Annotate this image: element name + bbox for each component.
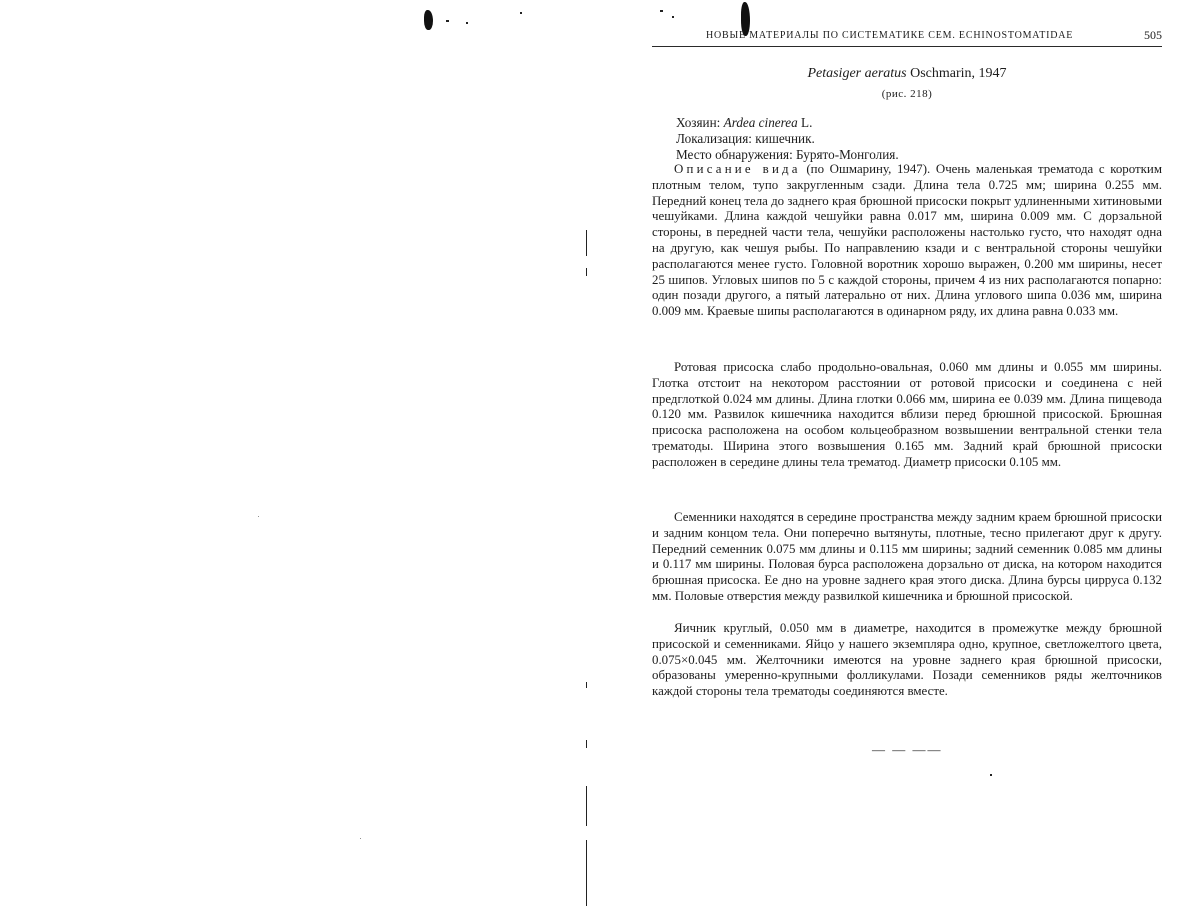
gutter-mark (586, 268, 587, 276)
host-species: Ardea cinerea (723, 115, 798, 130)
description-lead: Описание вида (674, 162, 801, 176)
gutter-mark (586, 740, 587, 748)
species-heading (652, 66, 1162, 82)
host-line (676, 115, 812, 131)
paragraph-suckers: Ротовая присоска слабо продольно-овальная, 0.060 мм длины и 0.055 мм ширины. Глотка отстоит на некотором расстоянии от ротовой присоски и соединена с ней предглоткой 0.024 мм длины. Длина глотки 0.066 мм, ширина ее 0.039 мм. Длина пищевода 0.120 мм. Развилок кишечника находится вблизи перед брюшной присоской. Брюшная присоска расположена на особом кольцеобразном возвышении вентральной стенки тела трематоды. Ширина этого возвышения 0.165 мм. Задний край брюшной присоски расположен в середине длины тела трематод. Диаметр присоски 0.105 мм. (652, 360, 1162, 469)
scan-speck (258, 516, 259, 517)
ovary-text (652, 621, 1162, 700)
scan-speck (446, 20, 449, 22)
testes-text (652, 510, 1162, 605)
description-body: (по Ошмарину, 1947). Очень маленькая трематода с коротким плотным телом, тупо закругленным сзади. Длина тела 0.725 мм; ширина 0.255 мм. Передний конец тела до заднего края брюшной присоски покрыт удлиненными хитиновыми чешуйками. Длина каждой чешуйки равна 0.017 мм, ширина 0.009 мм. С дорзальной стороны, в передней части тела, чешуйки расположены настолько густо, что находят одна на другую, как чешуя рыбы. По направлению кзади и с вентральной стороны чешуйки располагаются менее густо. Головной воротник хорошо выражен, 0.200 мм ширины, несет 25 шипов. Угловых шипов по 5 с каждой стороны, причем 4 из них располагаются попарно: один позади другого, а пятый латерально от них. Длина углового шипа 0.036 мм, ширина 0.009 мм. Краевые шипы располагаются в одинарном ряду, их длина равна 0.033 мм. (652, 162, 1162, 319)
page-number: 505 (1144, 28, 1162, 42)
species-authority: Oschmarin, 1947 (910, 66, 1007, 81)
host-author: L. (801, 115, 813, 130)
gutter-mark (586, 230, 587, 256)
figure-reference: (рис. 218) (881, 88, 933, 100)
scan-blot-left (424, 10, 433, 30)
scan-speck (660, 10, 663, 12)
gutter-mark (586, 786, 587, 826)
place-line: Место обнаружения: Бурято-Монголия. (676, 147, 899, 162)
scan-speck (466, 22, 468, 24)
gutter-mark (586, 840, 587, 906)
scan-speck (520, 12, 522, 14)
running-header (652, 26, 1162, 47)
scan-speck (990, 774, 992, 776)
paragraph-ovary: Яичник круглый, 0.050 мм в диаметре, находится в промежутке между брюшной присоской и семенниками. Яйцо у нашего экземпляра одно, крупное, светложелтого цвета, 0.075×0.045 мм. Желточники имеются на уровне заднего края брюшной присоски, образованы умеренно-крупными фолликулами. Позади семенников ряды желточников каждой стороны тела трематоды соединяются вместе. (652, 621, 1162, 699)
suckers-text (652, 360, 1162, 471)
species-name: Petasiger aeratus (807, 66, 907, 81)
paragraph-testes: Семенники находятся в середине пространства между задним краем брюшной присоски и задним концом тела. Они поперечно вытянуты, плотные, тесно прилегают друг к другу. Передний семенник 0.075 мм длины и 0.115 мм ширины; задний семенник 0.085 мм длины и 0.117 мм ширины. Половая бурса расположена дорзально от диска, на котором находится брюшная присоска. Ее дно на уровне заднего края этого диска. Длина бурсы цирруса 0.132 мм. Половые отверстия между развилкой кишечника и брюшной присоской. (652, 510, 1162, 603)
localization-line: Локализация: кишечник. (676, 131, 815, 146)
scan-speck (672, 16, 674, 18)
description-text (652, 162, 1162, 320)
running-title: НОВЫЕ МАТЕРИАЛЫ ПО СИСТЕМАТИКЕ СЕМ. ECHINOSTOMATIDAE (706, 30, 1074, 41)
host-label: Хозяин: (676, 115, 721, 130)
gutter-mark (586, 682, 587, 688)
section-end-mark: — — —— (872, 742, 943, 757)
paragraph-description (652, 162, 1162, 320)
scan-speck (360, 838, 361, 839)
